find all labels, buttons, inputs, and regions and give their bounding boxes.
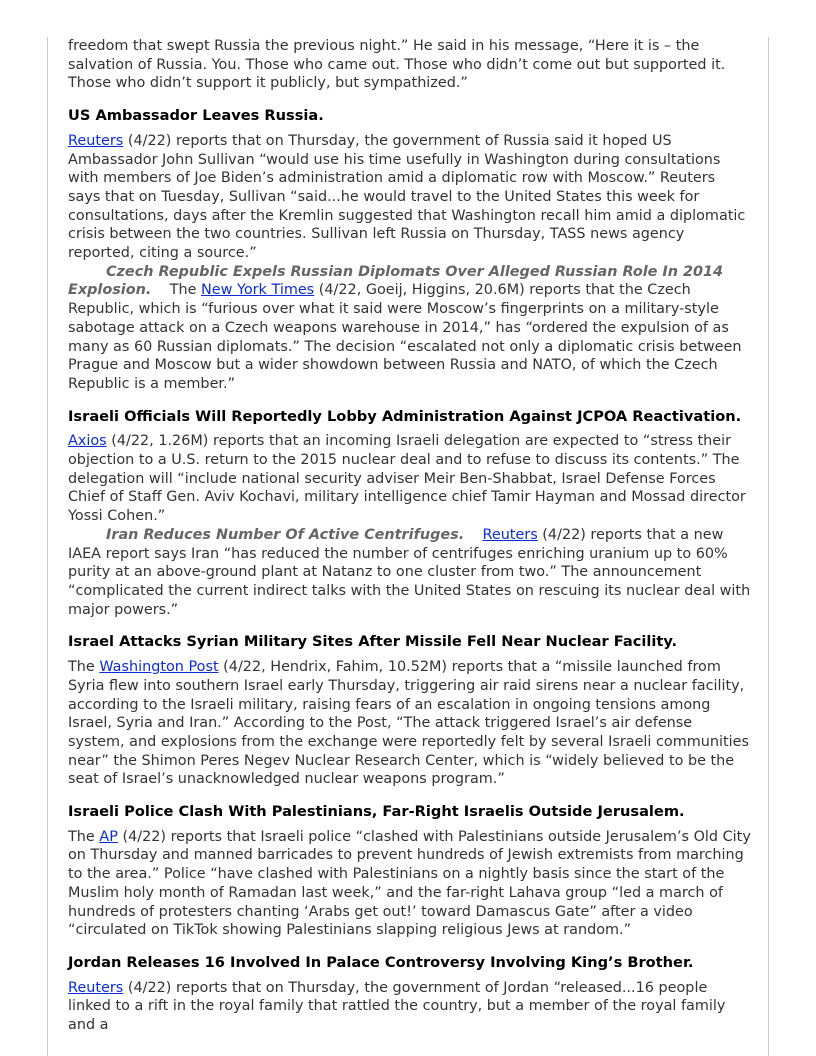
document-body (68, 37, 752, 1035)
section-heading: Israeli Officials Will Reportedly Lobby Administration Against JCPOA Reactivation. (68, 407, 742, 425)
source-link[interactable]: New York Times (201, 282, 315, 299)
source-link[interactable]: AP (99, 828, 118, 845)
article-text: The (68, 828, 100, 845)
article-paragraph (68, 263, 752, 394)
intro-paragraph: freedom that swept Russia the previous night.” He said in his message, “Here it is – the salvation of Russia. You. Those who came out. Those who didn’t come out but supported it. Those who didn’t support it publicly, but sympathized.” (68, 38, 726, 92)
article-paragraph (68, 828, 752, 940)
article-paragraph (68, 526, 752, 620)
section-heading: US Ambassador Leaves Russia. (68, 107, 324, 125)
article-paragraph (68, 979, 752, 1035)
source-link[interactable]: Reuters (68, 132, 124, 149)
source-link[interactable]: Reuters (68, 979, 124, 996)
article-paragraph (68, 658, 752, 789)
section-jordan-release (68, 954, 752, 1035)
subheading-lead: Iran Reduces Number Of Active Centrifuges. (106, 526, 465, 543)
article-text: The (169, 282, 201, 299)
article-paragraph (68, 132, 752, 263)
article-text: (4/22, 1.26M) reports that an incoming Israeli delegation are expected to “stress their objection to a U.S. return to the 2015 nuclear deal and to refuse to discuss its contents.” The delegation will “include national security adviser Meir Ben-Shabbat, Israel Defense Forces Chief of Staff Gen. Aviv Kochavi, military intelligence chief Tamir Hayman and Mossad director Yossi Cohen.” (68, 433, 746, 525)
article-text: The (68, 659, 100, 676)
source-link[interactable]: Axios (68, 433, 107, 450)
section-heading: Israeli Police Clash With Palestinians, Far-Right Israelis Outside Jerusalem. (68, 803, 685, 821)
article-text: (4/22) reports that a new IAEA report says Iran “has reduced the number of centrifuges enriching uranium up to 60% purity at an above-ground plant at Natanz to one cluster from two.” The announcement “complicated the current indirect talks with the United States on rescuing its nuclear deal with major powers.” (68, 526, 751, 618)
article-text: (4/22) reports that on Thursday, the government of Russia said it hoped US Ambassador John Sullivan “would use his time usefully in Washington during consultations with members of Joe Biden’s administration amid a diplomatic row with Moscow.” Reuters says that on Tuesday, Sullivan “said...he would travel to the United States this week for consultations, days after the Kremlin suggested that Washington recall him amid a diplomatic crisis between the two countries. Sullivan left Russia on Thursday, TASS news agency reported, citing a source.” (68, 132, 746, 262)
subheading-lead: Czech Republic Expels Russian Diplomats Over Alleged Russian Role In 2014 Explosion. (68, 263, 724, 299)
article-text: (4/22, Hendrix, Fahim, 10.52M) reports that a “missile launched from Syria flew into southern Israel early Thursday, triggering air raid sirens near a nuclear facility, according to the Israeli military, raising fears of an escalation in ongoing tensions among Israel, Syria and Iran.” According to the Post, “The attack triggered Israel’s air defense system, and explosions from the exchange were reportedly felt by several Israeli communities near” the Shimon Peres Negev Nuclear Research Center, which is “widely believed to be the seat of Israel’s unacknowledged nuclear weapons program.” (68, 659, 749, 788)
article-text: (4/22, Goeij, Higgins, 20.6M) reports that the Czech Republic, which is “furious over what it said were Moscow’s fingerprints on a military-style sabotage attack on a Czech weapons warehouse in 2014,” has “ordered the expulsion of as many as 60 Russian diplomats.” The decision “escalated not only a diplomatic crisis between Prague and Moscow but a wider showdown between Russia and NATO, of which the Czech Republic is a member.” (68, 282, 742, 392)
source-link[interactable]: Reuters (482, 526, 538, 543)
source-link[interactable]: Washington Post (99, 659, 219, 676)
article-text: (4/22) reports that Israeli police “clashed with Palestinians outside Jerusalem’s Old City on Thursday and manned barricades to prevent hundreds of Jewish extremists from marching to the area.” Police “have clashed with Palestinians on a nightly basis since the start of the Muslim holy month of Ramadan last week,” and the far-right Lahava group “led a march of hundreds of protesters chanting ‘Arabs get out!’ toward Damascus Gate” after a video “circulated on TikTok showing Palestinians slapping religious Jews at random.” (68, 828, 751, 939)
section-heading: Israel Attacks Syrian Military Sites After Missile Fell Near Nuclear Facility. (68, 633, 678, 651)
section-us-ambassador (68, 107, 752, 394)
article-text: (4/22) reports that on Thursday, the government of Jordan “released...16 people linked to a rift in the royal family that rattled the country, but a member of the royal family and a (68, 979, 726, 1034)
section-jerusalem-clash (68, 803, 752, 940)
section-israel-syria (68, 633, 752, 789)
article-paragraph (68, 432, 752, 526)
section-israel-jcpoa (68, 408, 752, 620)
section-heading: Jordan Releases 16 Involved In Palace Controversy Involving King’s Brother. (68, 953, 694, 971)
